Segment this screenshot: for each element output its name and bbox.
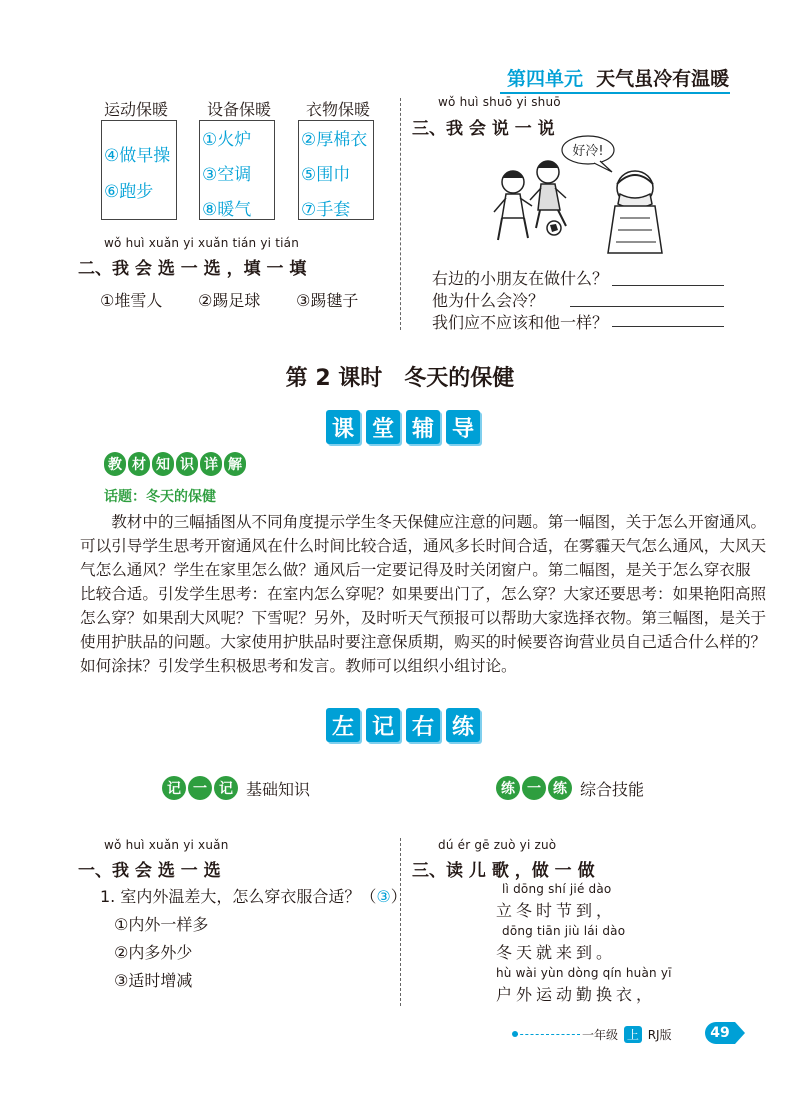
badge-label: 基础知识 (246, 779, 311, 799)
badge-char: 知 (152, 452, 174, 476)
answer-item: ④做早操 (104, 146, 171, 166)
badge-char: 练 (496, 776, 520, 800)
badge-char: 解 (224, 452, 246, 476)
children-illustration (470, 128, 730, 268)
question-text (100, 884, 407, 907)
question-close: ） (390, 887, 407, 906)
poem-pinyin: lì dōng shí jié dào (502, 882, 612, 896)
category-box-sport (101, 120, 177, 220)
question-stem: 1. 室内外温差大，怎么穿衣服合适？（ (100, 887, 377, 906)
badge-char: 材 (128, 452, 150, 476)
poem-line: 冬天就来到。 (496, 943, 617, 962)
paragraph-line: 教材中的三幅插图从不同角度提示学生冬天保健应注意的问题。第一幅图，关于怎么开窗通风。 (80, 513, 767, 531)
unit-subtitle: 天气虽冷有温暖 (596, 68, 730, 90)
question-item: 他为什么会冷？ (432, 291, 545, 310)
badge-char: 记 (162, 776, 186, 800)
answer-line[interactable] (570, 306, 724, 307)
section-title: 二、我 会 选 一 选 ，填 一 填 (78, 259, 307, 279)
section-title: 三、我 会 说 一 说 (412, 119, 555, 139)
badge-char: 详 (200, 452, 222, 476)
answer-item: ⑦手套 (301, 200, 351, 220)
poem-pinyin: dōng tiān jiù lái dào (502, 924, 626, 938)
badge-char: 练 (548, 776, 572, 800)
answer-item: ②厚棉衣 (301, 130, 368, 150)
column-divider-bottom (400, 838, 401, 1006)
footer-dash (515, 1034, 580, 1035)
option-item: ③踢毽子 (296, 291, 359, 310)
category-label-device: 设备保暖 (207, 100, 272, 119)
answer-item: ⑥跑步 (104, 182, 154, 202)
category-box-clothing (298, 120, 374, 220)
answer-line[interactable] (612, 285, 724, 286)
badge-label: 综合技能 (580, 779, 645, 799)
banner-tile: 练 (446, 708, 480, 742)
banner-tile: 课 (326, 410, 360, 444)
banner-tile: 右 (406, 708, 440, 742)
option-item: ②踢足球 (198, 291, 261, 310)
term-label: 上 (624, 1026, 642, 1043)
answer-item: ⑤围巾 (301, 165, 351, 185)
comprehensive-skills-badge (496, 776, 644, 800)
banner-left-remember-right-practice (326, 708, 480, 742)
topic-label: 话题：冬天的保健 (104, 489, 216, 505)
paragraph-line: 如何涂抹？引发学生积极思考和发言。教师可以组织小组讨论。 (80, 657, 517, 675)
section-pinyin: wǒ huì xuǎn yi xuǎn tián yi tián (104, 236, 300, 250)
speech-bubble-text: 好冷! (572, 144, 604, 159)
section-pinyin: dú ér gē zuò yi zuò (438, 838, 557, 852)
poem-line: 户外运动勤换衣， (496, 985, 657, 1004)
option-item: ①堆雪人 (100, 291, 163, 310)
paragraph-line: 使用护肤品的问题。大家使用护肤品时要注意保质期，购买的时候要咨询营业员自己适合什么样的？ (80, 633, 767, 651)
question-answer: ③ (376, 887, 391, 906)
badge-char: 一 (188, 776, 212, 800)
answer-item: ①火炉 (202, 130, 252, 150)
option-item: ③适时增减 (114, 971, 193, 990)
answer-item: ③空调 (202, 165, 252, 185)
section-pinyin: wǒ huì xuǎn yi xuǎn (104, 838, 229, 852)
textbook-knowledge-badge (104, 452, 246, 476)
banner-tile: 记 (366, 708, 400, 742)
badge-char: 教 (104, 452, 126, 476)
badge-char: 记 (214, 776, 238, 800)
paragraph-line: 气怎么通风？学生在家里怎么做？通风后一定要记得及时关闭窗户。第二幅图，是关于怎么穿衣服 (80, 561, 751, 579)
banner-tile: 辅 (406, 410, 440, 444)
section-pinyin: wǒ huì shuō yi shuō (438, 95, 561, 109)
footer-grade (582, 1026, 672, 1043)
poem-pinyin: hù wài yùn dòng qín huàn yī (496, 966, 672, 980)
paragraph-line: 怎么穿？如果刮大风呢？下雪呢？另外，及时听天气预报可以帮助大家选择衣物。第三幅图，是关于 (80, 609, 767, 627)
category-box-device (199, 120, 275, 220)
page-number: 49 (705, 1022, 735, 1044)
option-item: ②内多外少 (114, 943, 193, 962)
badge-char: 识 (176, 452, 198, 476)
option-item: ①内外一样多 (114, 915, 209, 934)
lesson-title: 第 2 课时 冬天的保健 (285, 366, 515, 391)
basic-knowledge-badge (162, 776, 310, 800)
edition-label: RJ版 (647, 1028, 672, 1042)
banner-tile: 堂 (366, 410, 400, 444)
banner-tile: 导 (446, 410, 480, 444)
paragraph-line: 比较合适。引发学生思考：在室内怎么穿呢？如果要出门了，怎么穿？大家还要思考：如果艳阳高照 (80, 585, 767, 603)
badge-char: 一 (522, 776, 546, 800)
page-arrow-icon (735, 1022, 745, 1044)
grade-label: 一年级 (582, 1028, 619, 1042)
paragraph-line: 可以引导学生思考开窗通风在什么时间比较合适，通风多长时间合适，在雾霾天气怎么通风，大风天 (80, 537, 767, 555)
unit-title: 第四单元 (507, 68, 584, 90)
section-title: 一、我 会 选 一 选 (78, 861, 221, 881)
column-divider-top (400, 98, 401, 330)
question-item: 右边的小朋友在做什么？ (432, 269, 609, 288)
category-label-sport: 运动保暖 (104, 100, 169, 119)
banner-class-guidance (326, 410, 480, 444)
answer-line[interactable] (612, 326, 724, 327)
question-item: 我们应不应该和他一样？ (432, 313, 609, 332)
category-label-clothing: 衣物保暖 (306, 100, 371, 119)
header-rule (500, 92, 730, 94)
answer-item: ⑧暖气 (202, 200, 252, 220)
poem-line: 立冬时节到， (496, 901, 617, 920)
banner-tile: 左 (326, 708, 360, 742)
section-title: 三、读 儿 歌 ，做 一 做 (412, 861, 595, 881)
